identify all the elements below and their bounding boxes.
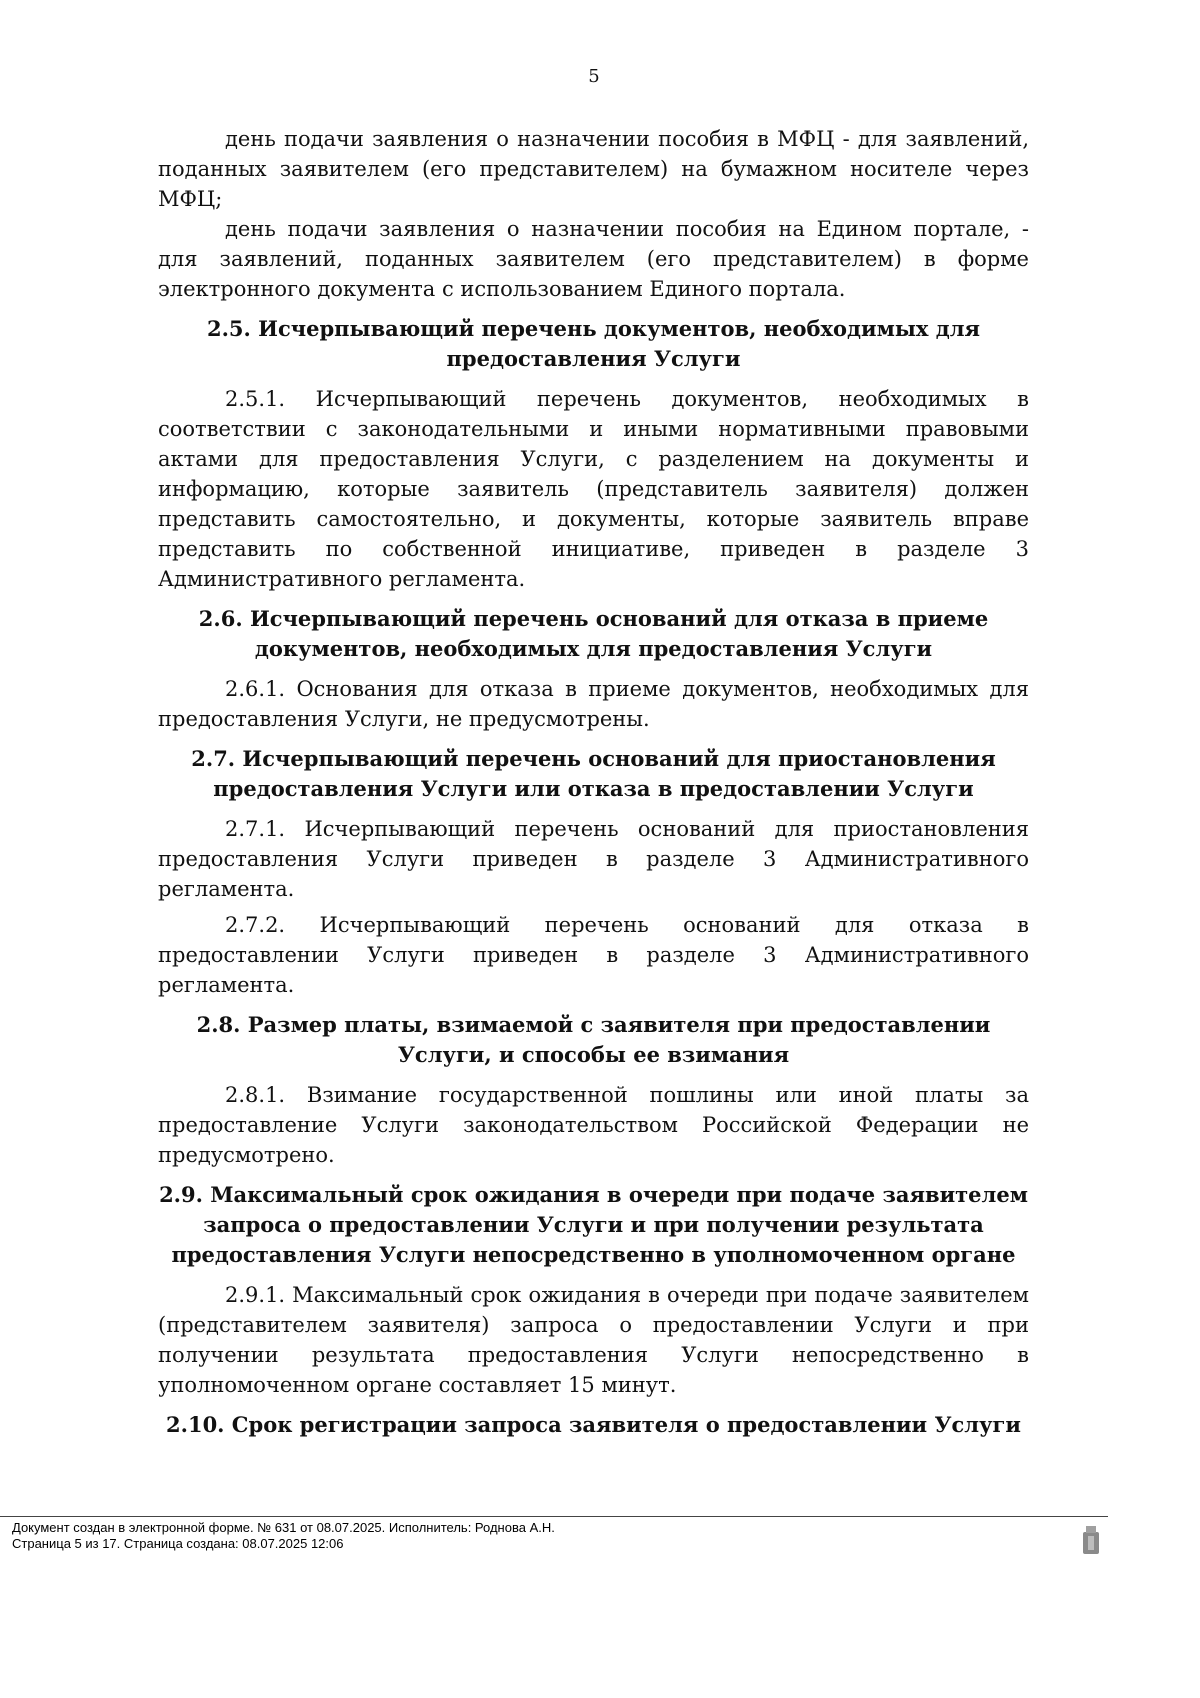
footer-line-2: Страница 5 из 17. Страница создана: 08.07.2025 12:06 xyxy=(12,1536,344,1551)
numbered-paragraph: 2.9.1. Максимальный срок ожидания в очереди при подаче заявителем (представителем заявителя) запроса о предоставлении Услуги и при получении результата предоставления Услуги непосредственно в уполномоченном органе составляет 15 минут. xyxy=(158,1283,1029,1397)
section-heading: 2.6. Исчерпывающий перечень оснований для отказа в приеме документов, необходимых для предоставления Услуги xyxy=(198,606,989,661)
document-footer xyxy=(12,1520,1052,1552)
numbered-paragraph: 2.5.1. Исчерпывающий перечень документов, необходимых в соответствии с законодательными и иными нормативными правовыми актами для предоставления Услуги, с разделением на документы и информацию, которые заявитель (представитель заявителя) должен представить самостоятельно, и документы, которые заявитель вправе представить по собственной инициативе, приведен в разделе 3 Административного регламента. xyxy=(158,387,1029,591)
section-heading: 2.8. Размер платы, взимаемой с заявителя при предоставлении Услуги, и способы ее взимания xyxy=(196,1012,991,1067)
paragraph: день подачи заявления о назначении пособия на Едином портале, - для заявлений, поданных заявителем (его представителем) в форме электронного документа с использованием Единого портала. xyxy=(158,217,1029,301)
section-heading: 2.9. Максимальный срок ожидания в очереди при подаче заявителем запроса о предоставлении Услуги и при получении результата предоставления Услуги непосредственно в уполномоченном органе xyxy=(159,1182,1028,1267)
coat-of-arms-icon xyxy=(1082,1524,1100,1558)
section-heading: 2.7. Исчерпывающий перечень оснований для приостановления предоставления Услуги или отказа в предоставлении Услуги xyxy=(191,746,996,801)
footer-line-1: Документ создан в электронной форме. № 631 от 08.07.2025. Исполнитель: Роднова А.Н. xyxy=(12,1520,555,1535)
section-heading: 2.10. Срок регистрации запроса заявителя о предоставлении Услуги xyxy=(166,1412,1021,1437)
numbered-paragraph: 2.6.1. Основания для отказа в приеме документов, необходимых для предоставления Услуги, не предусмотрены. xyxy=(158,677,1029,731)
footer-divider xyxy=(0,1516,1108,1517)
numbered-paragraph: 2.8.1. Взимание государственной пошлины или иной платы за предоставление Услуги законодательством Российской Федерации не предусмотрено. xyxy=(158,1083,1029,1167)
document-body xyxy=(158,124,1029,1450)
section-heading: 2.5. Исчерпывающий перечень документов, необходимых для предоставления Услуги xyxy=(206,316,981,371)
numbered-paragraph: 2.7.1. Исчерпывающий перечень оснований для приостановления предоставления Услуги приведен в разделе 3 Административного регламента. xyxy=(158,817,1029,901)
page-number: 5 xyxy=(588,66,600,87)
numbered-paragraph: 2.7.2. Исчерпывающий перечень оснований для отказа в предоставлении Услуги приведен в разделе 3 Административного регламента. xyxy=(158,913,1029,997)
paragraph: день подачи заявления о назначении пособия в МФЦ - для заявлений, поданных заявителем (его представителем) на бумажном носителе через МФЦ; xyxy=(158,127,1029,211)
